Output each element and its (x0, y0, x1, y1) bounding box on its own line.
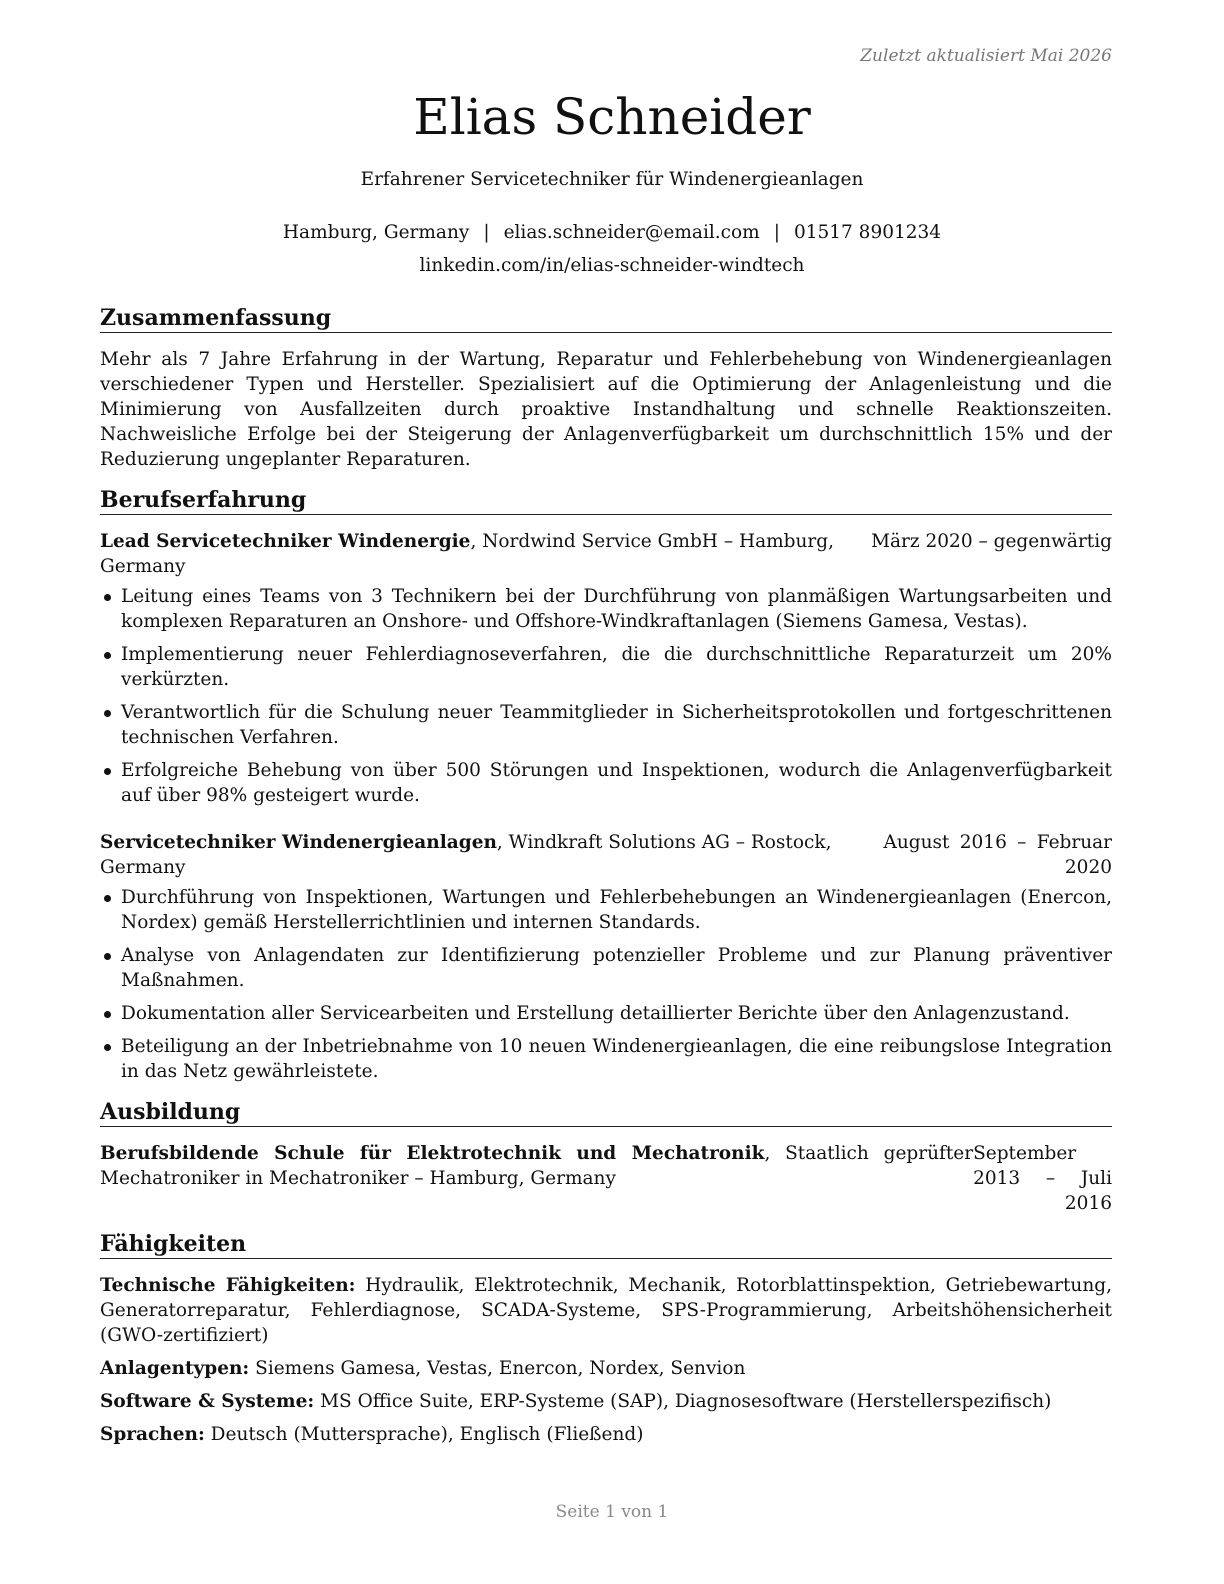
page-number: Seite 1 von 1 (555, 1502, 669, 1522)
skill-value: Deutsch (Muttersprache), Englisch (Fließend) (204, 1424, 644, 1445)
section-title-experience: Berufserfahrung (100, 486, 1112, 515)
linkedin-link[interactable]: linkedin.com/in/elias-schneider-windtech (419, 255, 805, 276)
list-item: Erfolgreiche Behebung von über 500 Störungen und Inspektionen, wodurch die Anlagenverfügbarkeit auf über 98% gesteigert wurde. (100, 758, 1112, 808)
section-title-summary: Zusammenfassung (100, 304, 1112, 333)
job-header (100, 830, 1112, 880)
resume-body (100, 304, 1112, 1455)
email-link[interactable]: elias.schneider@email.com (503, 222, 760, 243)
job-bullets (100, 584, 1112, 808)
job-title-line (100, 529, 871, 579)
skill-line (100, 1356, 1112, 1381)
list-item: Dokumentation aller Servicearbeiten und Erstellung detaillierter Berichte über den Anlagenzustand. (100, 1001, 1112, 1026)
job-company: , Nordwind Service GmbH – Hamburg, Germany (100, 531, 834, 577)
job-company: , Windkraft Solutions AG – Rostock, Germany (100, 832, 832, 878)
skill-label: Software & Systeme: (100, 1391, 315, 1412)
job-role: Lead Servicetechniker Windenergie (100, 531, 471, 552)
job-bullets (100, 885, 1112, 1084)
education-detail: , Staatlich geprüfter Mechatroniker in Mechatroniker – Hamburg, Germany (100, 1143, 974, 1189)
school-name: Berufsbildende Schule für Elektrotechnik und Mechatronik (100, 1143, 765, 1164)
location: Hamburg, Germany (282, 222, 470, 243)
skill-value: Hydraulik, Elektrotechnik, Mechanik, Rotorblattinspektion, Getriebewartung, Generatorreparatur, Fehlerdiagnose, SCADA-Systeme, SPS-Programmierung, Arbeitshöhensicherheit (GWO-zertifiziert) (100, 1275, 1112, 1346)
summary-text: Mehr als 7 Jahre Erfahrung in der Wartung, Reparatur und Fehlerbehebung von Windenergieanlagen verschiedener Typen und Hersteller. Spezialisiert auf die Optimierung der Anlagenleistung und die Minimierung von Ausfallzeiten durch proaktive Instandhaltung und schnelle Reaktionszeiten. Nachweisliche Erfolge bei der Steigerung der Anlagenverfügbarkeit um durchschnittlich 15% und der Reduzierung ungeplanter Reparaturen. (100, 349, 1112, 470)
skill-value: Siemens Gamesa, Vestas, Enercon, Nordex, Senvion (249, 1358, 746, 1379)
list-item: Implementierung neuer Fehlerdiagnoseverfahren, die die durchschnittliche Reparaturzeit um 20% verkürzten. (100, 642, 1112, 692)
phone-number[interactable]: 01517 8901234 (793, 222, 942, 243)
section-title-skills: Fähigkeiten (100, 1230, 1112, 1259)
job-header (100, 529, 1112, 579)
job-dates: August 2016 – Februar 2020 (883, 832, 1112, 878)
skill-label: Sprachen: (100, 1424, 205, 1445)
skill-line (100, 1389, 1112, 1414)
separator: | (773, 222, 780, 243)
list-item: Durchführung von Inspektionen, Wartungen und Fehlerbehebungen an Windenergieanlagen (Enercon, Nordex) gemäß Herstellerrichtlinien und internen Standards. (100, 885, 1112, 935)
skill-line (100, 1273, 1112, 1348)
job-title-line (100, 830, 883, 880)
education-entry (100, 1141, 1112, 1216)
job-role: Servicetechniker Windenergieanlagen (100, 832, 497, 853)
education-title-line (100, 1141, 973, 1191)
list-item: Verantwortlich für die Schulung neuer Teammitglieder in Sicherheitsprotokollen und fortgeschrittenen technischen Verfahren. (100, 700, 1112, 750)
job-dates: März 2020 – gegenwärtig (871, 531, 1112, 552)
section-title-education: Ausbildung (100, 1098, 1112, 1127)
tagline: Erfahrener Servicetechniker für Windenergieanlagen (360, 169, 864, 190)
list-item: Analyse von Anlagendaten zur Identifizierung potenzieller Probleme und zur Planung präventiver Maßnahmen. (100, 943, 1112, 993)
skill-label: Anlagentypen: (100, 1358, 250, 1379)
list-item: Beteiligung an der Inbetriebnahme von 10 neuen Windenergieanlagen, die eine reibungslose Integration in das Netz gewährleistete. (100, 1034, 1112, 1084)
list-item: Leitung eines Teams von 3 Technikern bei der Durchführung von planmäßigen Wartungsarbeiten und komplexen Reparaturen an Onshore- und Offshore-Windkraftanlagen (Siemens Gamesa, Vestas). (100, 584, 1112, 634)
education-dates: September 2013 – Juli 2016 (973, 1143, 1112, 1214)
skill-label: Technische Fähigkeiten: (100, 1275, 356, 1296)
skill-value: MS Office Suite, ERP-Systeme (SAP), Diagnosesoftware (Herstellerspezifisch) (314, 1391, 1052, 1412)
skill-line (100, 1422, 1112, 1447)
job-entry (100, 529, 1112, 808)
candidate-name: Elias Schneider (413, 88, 811, 146)
separator: | (483, 222, 490, 243)
last-updated: Zuletzt aktualisiert Mai 2026 (860, 46, 1112, 66)
job-entry (100, 830, 1112, 1084)
contact-line (0, 220, 1224, 245)
